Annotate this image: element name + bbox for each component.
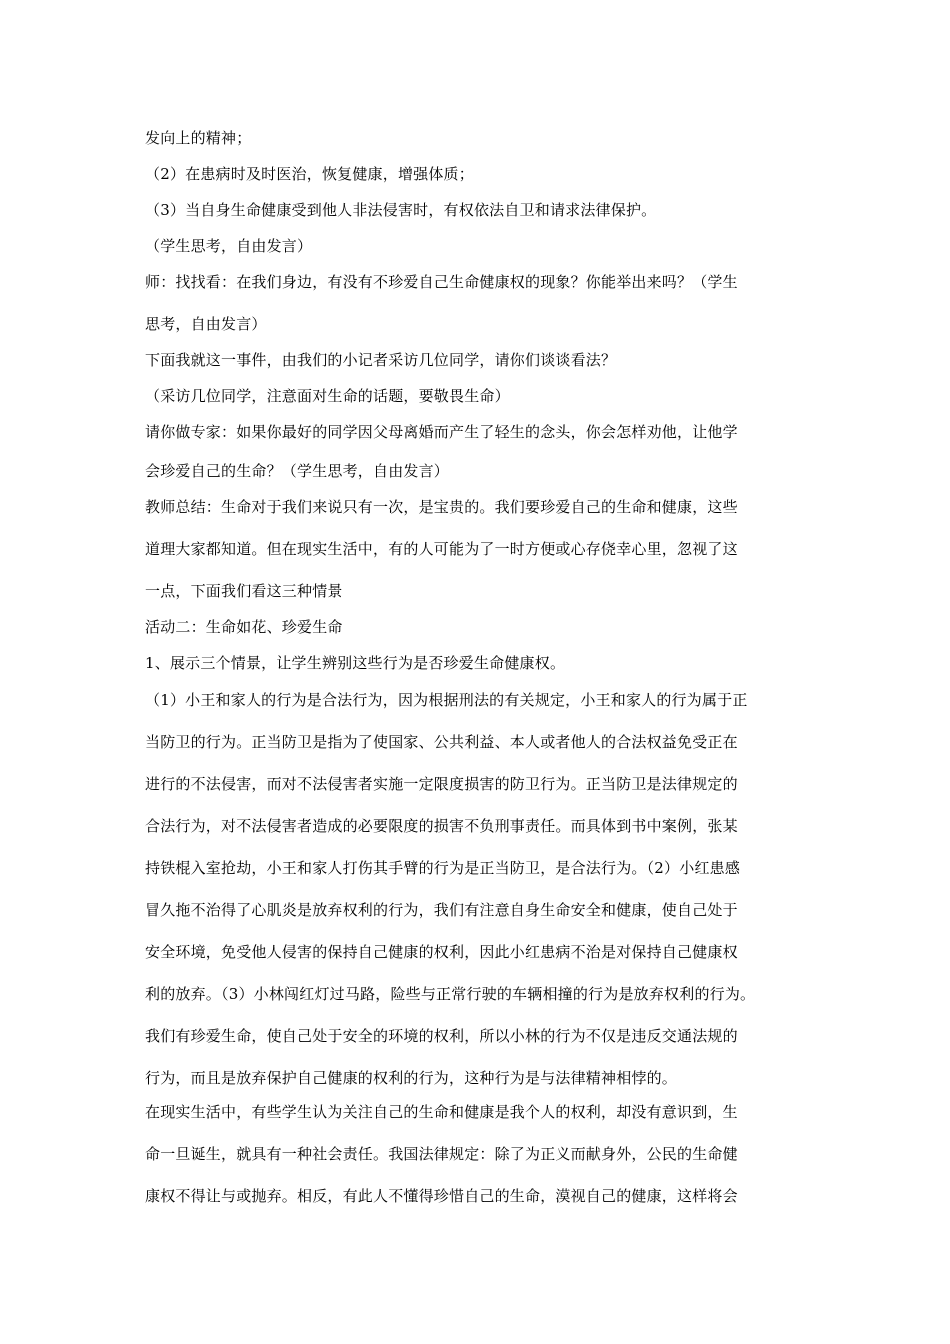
text-line: （3）当自身生命健康受到他人非法侵害时，有权依法自卫和请求法律保护。 (145, 201, 657, 219)
text-line: 安全环境，免受他人侵害的保持自己健康的权利，因此小红患病不治是对保持自己健康权 (145, 943, 738, 961)
text-line: 冒久拖不治得了心肌炎是放弃权利的行为，我们有注意自身生命安全和健康，使自己处于 (145, 901, 738, 919)
text-line: 康权不得让与或抛弃。相反，有此人不懂得珍惜自己的生命，漠视自己的健康，这样将会 (145, 1187, 738, 1205)
text-line: （1）小王和家人的行为是合法行为，因为根据刑法的有关规定，小王和家人的行为属于正 (145, 691, 748, 709)
text-line: 行为，而且是放弃保护自己健康的权利的行为，这种行为是与法律精神相悖的。 (145, 1069, 678, 1087)
text-line: 会珍爱自己的生命？（学生思考，自由发言） (145, 462, 450, 480)
text-line: 下面我就这一事件，由我们的小记者采访几位同学，请你们谈谈看法？ (145, 351, 617, 369)
text-line: 发向上的精神； (145, 129, 252, 147)
text-line: 一点，下面我们看这三种情景 (145, 582, 343, 600)
text-line: （学生思考，自由发言） (145, 237, 313, 255)
text-line: （2）在患病时及时医治，恢复健康，增强体质； (145, 165, 474, 183)
text-line: 合法行为，对不法侵害者造成的必要限度的损害不负刑事责任。而具体到书中案例，张某 (145, 817, 738, 835)
text-line: 请你做专家：如果你最好的同学因父母离婚而产生了轻生的念头，你会怎样劝他，让他学 (145, 423, 738, 441)
text-line: 思考，自由发言） (145, 315, 267, 333)
text-line: 在现实生活中，有些学生认为关注自己的生命和健康是我个人的权利，却没有意识到，生 (145, 1103, 738, 1121)
text-line: 进行的不法侵害，而对不法侵害者实施一定限度损害的防卫行为。正当防卫是法律规定的 (145, 775, 738, 793)
text-line: 命一旦诞生，就具有一种社会责任。我国法律规定：除了为正义而献身外，公民的生命健 (145, 1145, 738, 1163)
text-line: （采访几位同学，注意面对生命的话题，要敬畏生命） (145, 387, 510, 405)
text-line: 当防卫的行为。正当防卫是指为了使国家、公共利益、本人或者他人的合法权益免受正在 (145, 733, 738, 751)
text-line: 1、展示三个情景，让学生辨别这些行为是否珍爱生命健康权。 (145, 654, 566, 672)
text-line: 教师总结：生命对于我们来说只有一次，是宝贵的。我们要珍爱自己的生命和健康，这些 (145, 498, 738, 516)
text-line: 道理大家都知道。但在现实生活中，有的人可能为了一时方便或心存侥幸心里，忽视了这 (145, 540, 738, 558)
text-line: 我们有珍爱生命，使自己处于安全的环境的权利，所以小林的行为不仅是违反交通法规的 (145, 1027, 738, 1045)
section-heading: 活动二：生命如花、珍爱生命 (145, 618, 343, 636)
text-line: 持铁棍入室抢劫，小王和家人打伤其手臂的行为是正当防卫，是合法行为。（2）小红患感 (145, 859, 741, 877)
text-line: 师：找找看：在我们身边，有没有不珍爱自己生命健康权的现象？你能举出来吗？（学生 (145, 273, 738, 291)
text-line: 利的放弃。（3）小林闯红灯过马路，险些与正常行驶的车辆相撞的行为是放弃权利的行为。 (145, 985, 756, 1003)
